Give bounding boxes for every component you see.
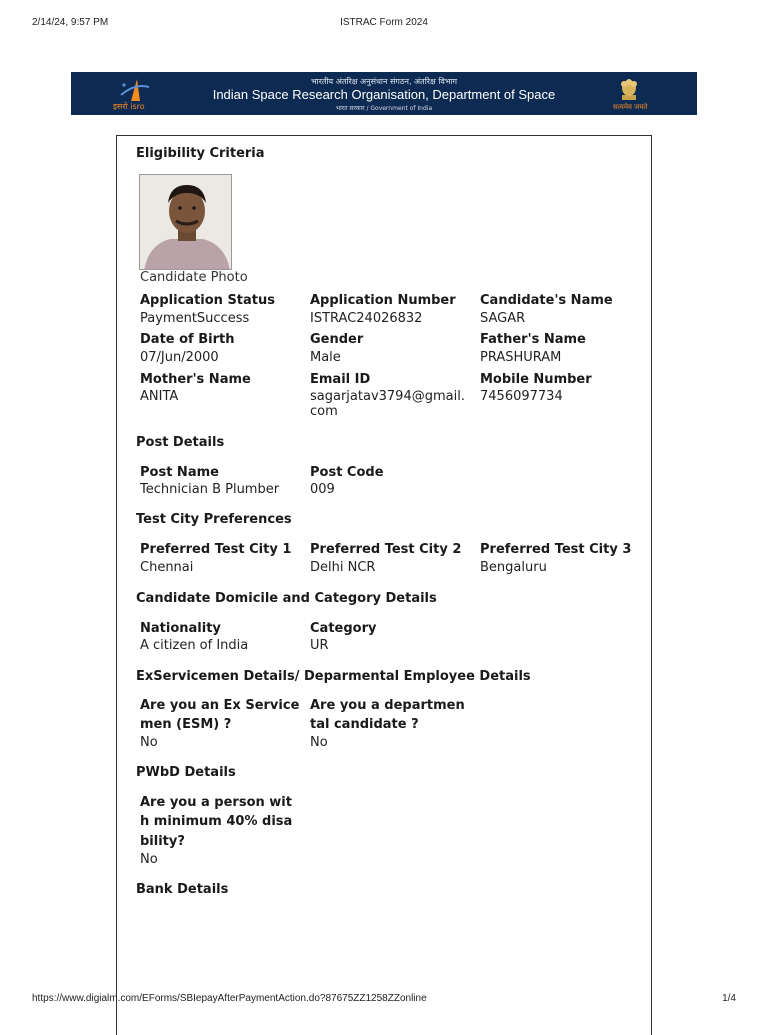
value-date-of-birth: 07/Jun/2000 <box>140 350 219 365</box>
value-fathers-name: PRASHURAM <box>480 350 562 365</box>
photo-caption: Candidate Photo <box>140 270 248 285</box>
label-pwbd-line2: h minimum 40% disa <box>140 814 293 829</box>
print-page-number: 1/4 <box>722 993 736 1004</box>
value-application-status: PaymentSuccess <box>140 311 250 326</box>
label-post-name: Post Name <box>140 465 219 480</box>
label-test-city-3: Preferred Test City 3 <box>480 542 632 557</box>
value-nationality: A citizen of India <box>140 638 249 653</box>
value-gender: Male <box>310 350 341 365</box>
label-test-city-2: Preferred Test City 2 <box>310 542 462 557</box>
print-title: ISTRAC Form 2024 <box>340 17 428 28</box>
government-line: भारत सरकार / Government of India <box>335 105 433 112</box>
value-test-city-1: Chennai <box>140 560 194 575</box>
value-category: UR <box>310 638 329 653</box>
value-post-code: 009 <box>310 482 335 497</box>
label-ex-service-line1: Are you an Ex Service <box>140 698 300 713</box>
value-test-city-2: Delhi NCR <box>310 560 376 575</box>
value-email-id-line2: com <box>310 404 338 419</box>
label-application-number: Application Number <box>310 293 456 308</box>
label-pwbd-line3: bility? <box>140 834 185 849</box>
value-post-name: Technician B Plumber <box>140 482 280 497</box>
candidate-photo <box>139 174 232 270</box>
value-ex-service: No <box>140 735 158 750</box>
label-mothers-name: Mother's Name <box>140 372 251 387</box>
print-url: https://www.digialm.com/EForms/SBIepayAfterPaymentAction.do?87675ZZ1258ZZonline <box>32 993 427 1004</box>
section-title-pwbd: PWbD Details <box>136 765 236 780</box>
label-ex-service-line2: men (ESM) ? <box>140 717 232 732</box>
label-departmental-line1: Are you a departmen <box>310 698 465 713</box>
label-fathers-name: Father's Name <box>480 332 586 347</box>
label-post-code: Post Code <box>310 465 384 480</box>
label-email-id: Email ID <box>310 372 371 387</box>
candidate-portrait-image <box>140 175 232 270</box>
hindi-org-title: भारतीय अंतरिक्ष अनुसंधान संगठन, अंतरिक्ष विभाग <box>310 77 458 86</box>
value-application-number: ISTRAC24026832 <box>310 311 423 326</box>
label-date-of-birth: Date of Birth <box>140 332 235 347</box>
value-departmental: No <box>310 735 328 750</box>
section-title-exservicemen: ExServicemen Details/ Deparmental Employee Details <box>136 669 531 684</box>
value-mobile-number: 7456097734 <box>480 389 563 404</box>
value-test-city-3: Bengaluru <box>480 560 547 575</box>
print-datetime: 2/14/24, 9:57 PM <box>32 17 109 28</box>
label-pwbd-line1: Are you a person wit <box>140 795 292 810</box>
label-application-status: Application Status <box>140 293 276 308</box>
section-title-eligibility: Eligibility Criteria <box>136 146 265 161</box>
section-title-domicile: Candidate Domicile and Category Details <box>136 591 437 606</box>
value-mothers-name: ANITA <box>140 389 179 404</box>
isro-logo-text: इसरो isro <box>113 102 145 111</box>
label-candidate-name: Candidate's Name <box>480 293 613 308</box>
label-test-city-1: Preferred Test City 1 <box>140 542 292 557</box>
value-pwbd: No <box>140 852 158 867</box>
value-candidate-name: SAGAR <box>480 311 526 326</box>
isro-banner <box>71 72 697 115</box>
value-email-id-line1: sagarjatav3794@gmail. <box>310 389 465 404</box>
section-title-post: Post Details <box>136 435 225 450</box>
label-category: Category <box>310 621 377 636</box>
section-title-bank: Bank Details <box>136 882 229 897</box>
label-mobile-number: Mobile Number <box>480 372 592 387</box>
label-nationality: Nationality <box>140 621 221 636</box>
label-gender: Gender <box>310 332 364 347</box>
label-departmental-line2: tal candidate ? <box>310 717 419 732</box>
section-title-test-city: Test City Preferences <box>136 512 292 527</box>
emblem-motto: सत्यमेव जयते <box>613 103 648 111</box>
org-title: Indian Space Research Organisation, Department of Space <box>212 87 556 102</box>
emblem-logo <box>609 75 659 113</box>
national-emblem-icon <box>609 75 649 103</box>
